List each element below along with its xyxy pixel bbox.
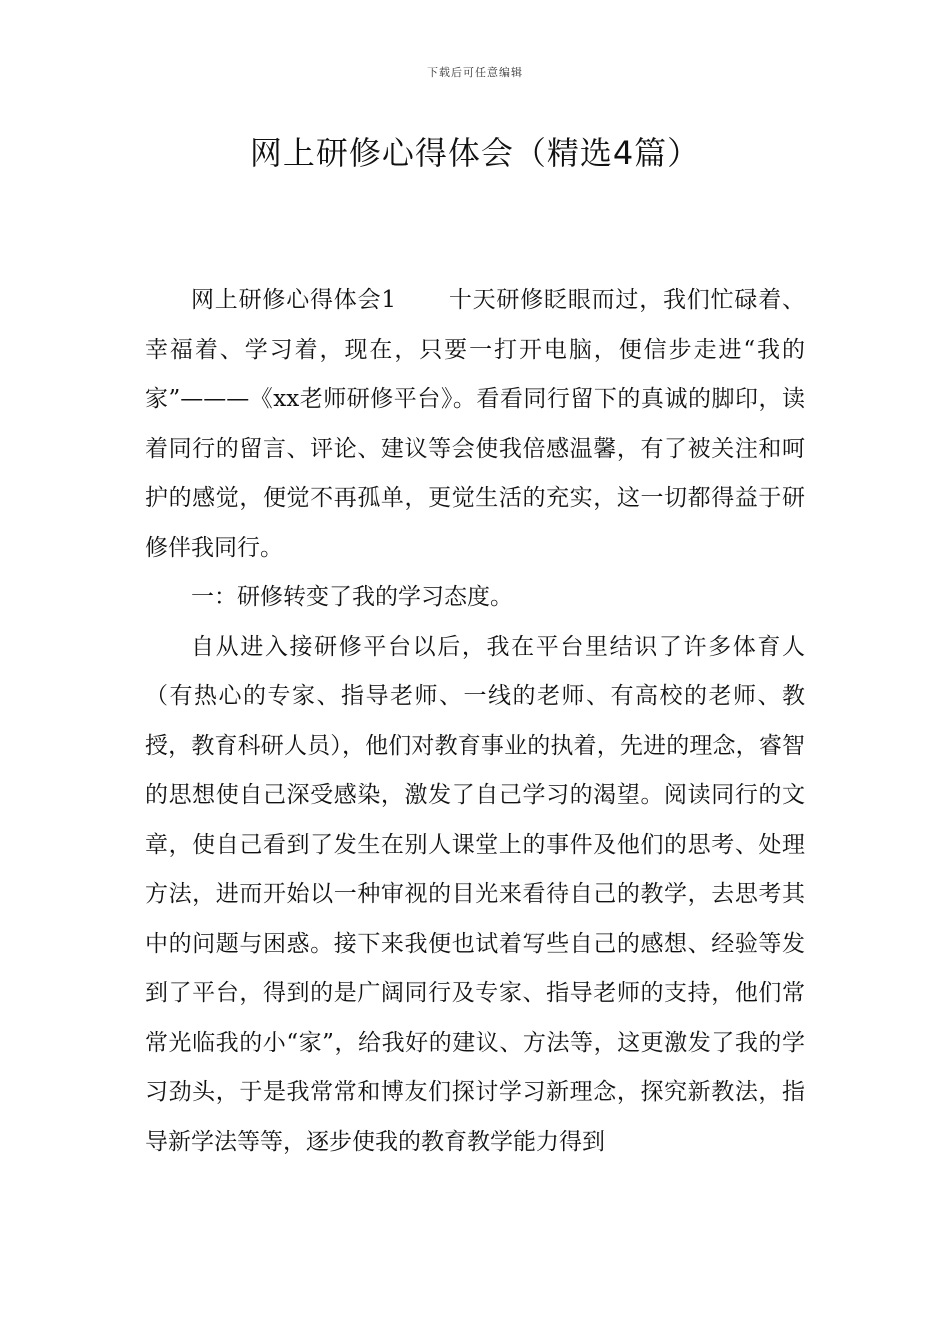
paragraph-3: 自从进入接研修平台以后，我在平台里结识了许多体育人（有热心的专家、指导老师、一线的老师、有高校的老师、教授，教育科研人员），他们对教育事业的执着，先进的理念，睿智的思想使自己深受感染，激发了自己学习的渴望。阅读同行的文章，使自己看到了发生在别人课堂上的事件及他们的思考、处理方法，进而开始以一种审视的目光来看待自己的教学，去思考其中的问题与困惑。接下来我便也试着写些自己的感想、经验等发到了平台，得到的是广阔同行及专家、指导老师的支持，他们常常光临我的小“家”，给我好的建议、方法等，这更激发了我的学习劲头，于是我常常和博友们探讨学习新理念，探究新教法，指导新学法等等，逐步使我的教育教学能力得到 <box>145 633 805 1155</box>
document-body <box>145 276 805 1167</box>
paragraph-1-heading: 网上研修心得体会1 <box>191 287 397 313</box>
paragraph-2: 一：研修转变了我的学习态度。 <box>191 584 513 610</box>
paragraph-1 <box>145 276 805 573</box>
header-note: 下载后可任意编辑 <box>427 66 523 79</box>
paragraph-1-text: 十天研修眨眼而过，我们忙碌着、幸福着、学习着，现在，只要一打开电脑，便信步走进“我的家”———《xx老师研修平台》。看看同行留下的真诚的脚印，读着同行的留言、评论、建议等会使我倍感温馨，有了被关注和呵护的感觉，便觉不再孤单，更觉生活的充实，这一切都得益于研修伴我同行。 <box>145 287 806 561</box>
document-title: 网上研修心得体会（精选4篇） <box>249 134 701 172</box>
